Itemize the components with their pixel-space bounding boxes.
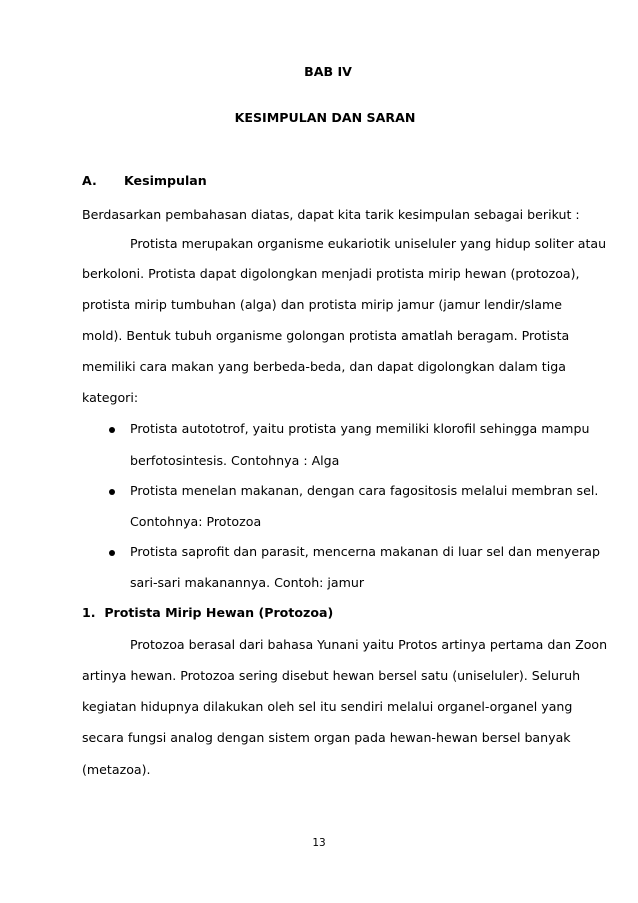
paragraph1-line: protista mirip tumbuhan (alga) dan protista mirip jamur (jamur lendir/slame: [82, 297, 562, 312]
paragraph1-line: berkoloni. Protista dapat digolongkan menjadi protista mirip hewan (protozoa),: [82, 266, 580, 281]
bullet-line: Protista autototrof, yaitu protista yang memiliki klorofil sehingga mampu: [130, 421, 590, 436]
paragraph2-line: (metazoa).: [82, 762, 151, 777]
bullet-icon: [109, 489, 115, 495]
bullet-icon: [109, 427, 115, 433]
bullet-line: sari-sari makanannya. Contoh: jamur: [130, 575, 365, 590]
paragraph1-line: Protista merupakan organisme eukariotik uniseluler yang hidup soliter atau: [130, 236, 607, 251]
paragraph1-line: memiliki cara makan yang berbeda-beda, dan dapat digolongkan dalam tiga: [82, 359, 566, 374]
paragraph1-line: kategori:: [82, 390, 139, 405]
bullet-line: Protista saprofit dan parasit, mencerna makanan di luar sel dan menyerap: [130, 544, 600, 559]
page-number: 13: [312, 837, 326, 849]
chapter-number: BAB IV: [304, 64, 352, 79]
paragraph2-line: Protozoa berasal dari bahasa Yunani yaitu Protos artinya pertama dan Zoon: [130, 637, 608, 652]
paragraph2-line: kegiatan hidupnya dilakukan oleh sel itu sendiri melalui organel-organel yang: [82, 699, 573, 714]
bullet-line: Protista menelan makanan, dengan cara fagositosis melalui membran sel.: [130, 483, 599, 498]
bullet-icon: [109, 550, 115, 556]
bullet-line: berfotosintesis. Contohnya : Alga: [130, 453, 340, 468]
paragraph2-line: artinya hewan. Protozoa sering disebut hewan bersel satu (uniseluler). Seluruh: [82, 668, 581, 683]
chapter-title: KESIMPULAN DAN SARAN: [234, 110, 416, 125]
section-marker: A.: [82, 173, 97, 188]
subsection-heading: 1. Protista Mirip Hewan (Protozoa): [82, 605, 334, 620]
bullet-line: Contohnya: Protozoa: [130, 514, 262, 529]
section-heading-a: [82, 173, 207, 188]
paragraph1-line: mold). Bentuk tubuh organisme golongan protista amatlah beragam. Protista: [82, 328, 570, 343]
intro-text: Berdasarkan pembahasan diatas, dapat kita tarik kesimpulan sebagai berikut :: [82, 207, 580, 222]
paragraph2-line: secara fungsi analog dengan sistem organ pada hewan-hewan bersel banyak: [82, 730, 571, 745]
section-title: Kesimpulan: [124, 173, 207, 188]
